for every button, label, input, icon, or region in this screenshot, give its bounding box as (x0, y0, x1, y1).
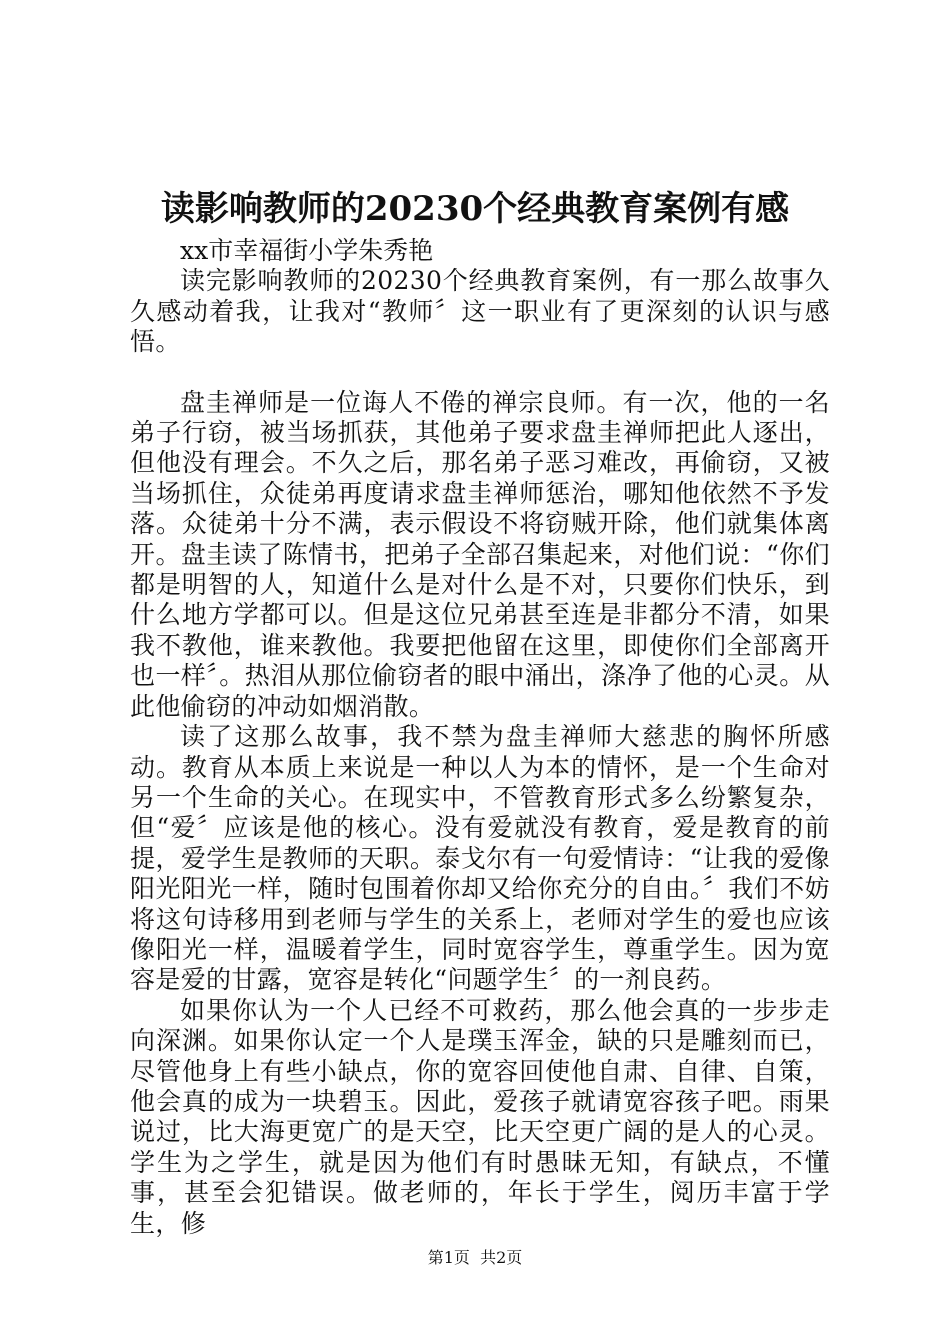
document-body (130, 236, 830, 1239)
page-footer (0, 1247, 950, 1269)
author-line: xx市幸福街小学朱秀艳 (180, 236, 434, 265)
paragraph-story: 盘圭禅师是一位诲人不倦的禅宗良师。有一次，他的一名弟子行窃，被当场抓获，其他弟子要求盘圭禅师把此人逐出，但他没有理会。不久之后，那名弟子恶习难改，再偷窃，又被当场抓住，众徒弟再度请求盘圭禅师惩治，哪知他依然不予发落。众徒弟十分不满，表示假设不将窃贼开除，他们就集体离开。盘圭读了陈情书，把弟子全部召集起来，对他们说：“你们都是明智的人，知道什么是对什么是不对，只要你们快乐，到什么地方学都可以。但是这位兄弟甚至连是非都分不清，如果我不教他，谁来教他。我要把他留在这里，即使你们全部离开也一样〞。热泪从那位偷窃者的眼中涌出，涤净了他的心灵。从此他偷窃的冲动如烟消散。 (130, 387, 830, 721)
document-title: 读影响教师的20230个经典教育案例有感 (160, 189, 790, 229)
paragraph-intro: 读完影响教师的20230个经典教育案例，有一那么故事久久感动着我，让我对“教师〞这一职业有了更深刻的认识与感悟。 (130, 266, 830, 357)
paragraph-reflection: 读了这那么故事，我不禁为盘圭禅师大慈悲的胸怀所感动。教育从本质上来说是一种以人为本的情怀，是一个生命对另一个生命的关心。在现实中，不管教育形式多么纷繁复杂，但“爱〞应该是他的核心。没有爱就没有教育，爱是教育的前提，爱学生是教师的天职。泰戈尔有一句爱情诗：“让我的爱像阳光阳光一样，随时包围着你却又给你充分的自由。〞我们不妨将这句诗移用到老师与学生的关系上，老师对学生的爱也应该像阳光一样，温暖着学生，同时宽容学生，尊重学生。因为宽容是爱的甘露，宽容是转化“问题学生〞的一剂良药。 (130, 722, 830, 995)
paragraph-tolerance: 如果你认为一个人已经不可救药，那么他会真的一步步走向深渊。如果你认定一个人是璞玉浑金，缺的只是雕刻而已，尽管他身上有些小缺点，你的宽容回使他自肃、自律、自策，他会真的成为一块碧玉。因此，爱孩子就请宽容孩子吧。雨果说过，比大海更宽广的是天空，比天空更广阔的是人的心灵。学生为之学生，就是因为他们有时愚昧无知，有缺点，不懂事，甚至会犯错误。做老师的，年长于学生，阅历丰富于学生，修 (130, 995, 830, 1238)
page-number: 第1页 (427, 1248, 470, 1267)
page-total: 共2页 (480, 1248, 523, 1267)
